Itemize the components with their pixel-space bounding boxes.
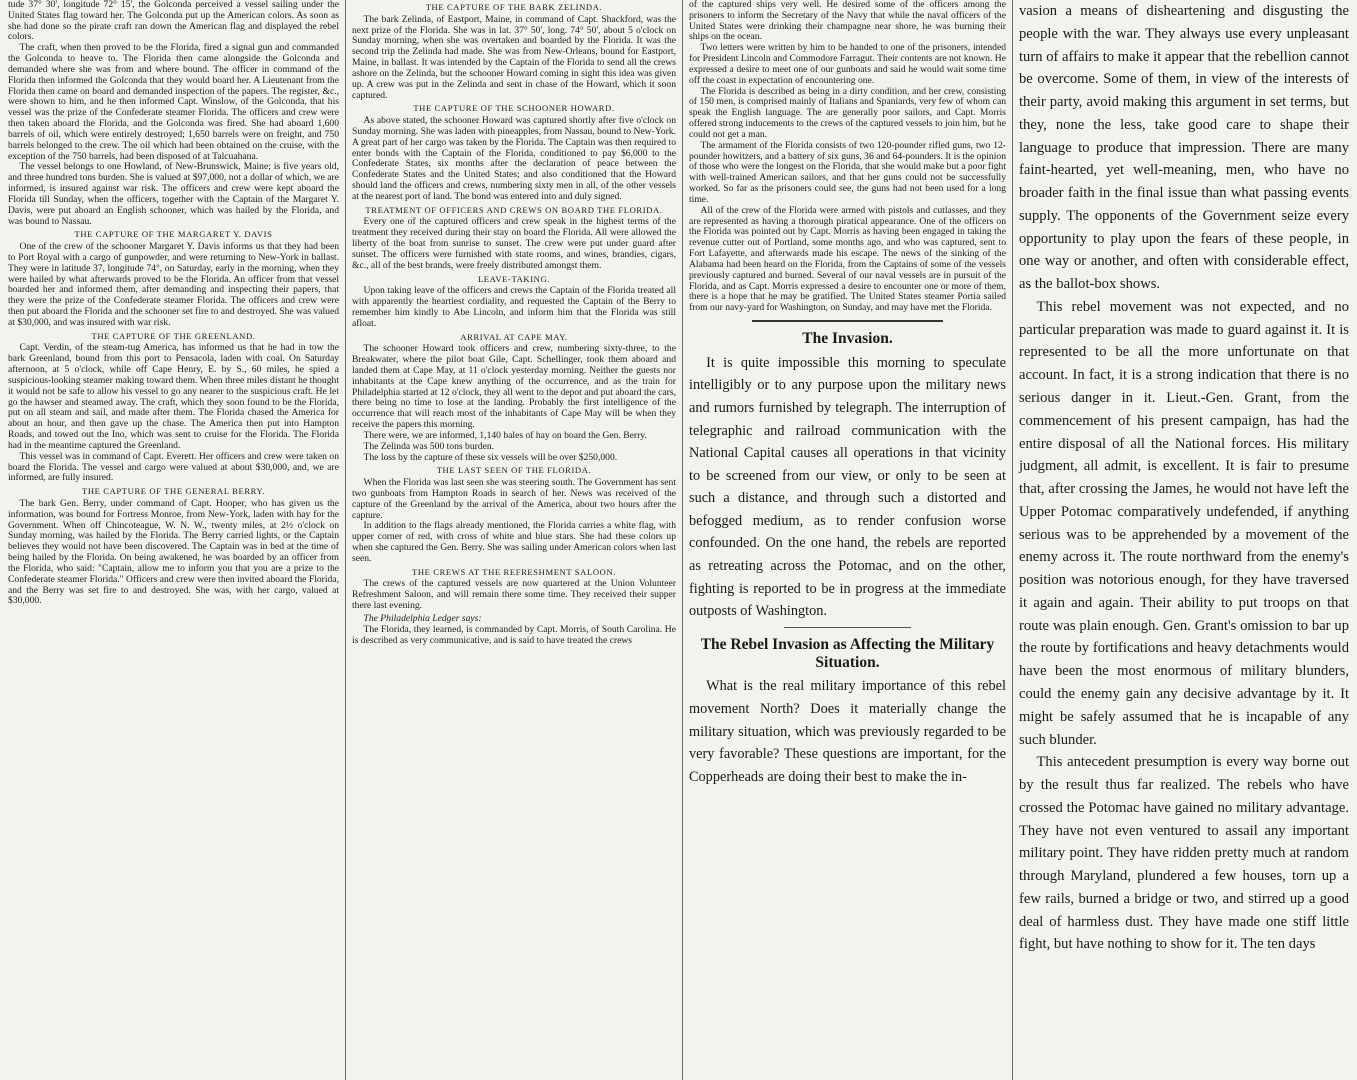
paragraph: The bark Gen. Berry, under command of Capt. Hooper, who has given us the information, was bound for Fortress Monroe, from New-York, laden with hay for the Government. When off Chincoteague, W. N. W., twenty miles, at 2½ o'clock on Sunday morning, was hailed by the Florida. The Berry carried lights, or the Captain believes they would not have been discovered. The Captain was in bed at the time of being hailed by the Florida. On being awakened, he was boarded by an officer from the Florida, who said: "Captain, allow me to inform you that you are a prize to the Confederate steamer Florida." Officers and crew were then invited aboard the Florida, and the Berry was set fire to and destroyed. She was, with her cargo, valued at $30,000. bbox=[8, 497, 339, 607]
paragraph: The loss by the capture of these six vessels will be over $250,000. bbox=[363, 451, 618, 463]
paragraph: Upon taking leave of the officers and crews the Captain of the Florida treated all with apparently the heartiest cordiality, and requested the Captain of the Berry to remember him kindly to Abe Lincoln, and inform him that the Florida was still afloat. bbox=[352, 285, 676, 329]
column-1 bbox=[2, 0, 345, 1080]
section-heading: THE CAPTURE OF THE GENERAL BERRY. bbox=[82, 486, 265, 497]
paragraph: The craft, when then proved to be the Florida, fired a signal gun and commanded the Golconda to heave to. The Florida then came alongside the Golconda and demanded where she was from and where bound. The officer in command of the Florida then informed the Golconda that they would board her. A Lieutenant from the Florida then came on board and demanded inspection of the papers. The register, &c., were shown to him, and he then informed Capt. Winslow, of the Golconda, that his vessel was the prize of the Confederate steamer Florida. The officers and crew were then taken aboard the Florida, and the Golconda was fired. She had aboard 1,600 barrels of oil, which were entirely destroyed; 1,650 barrels were on freight, and 750 barrels belonged to the crew. The oil which had been obtained on the cruise, with the exception of the 750 barrels, had been disposed of at Talcuahana. bbox=[8, 42, 339, 162]
paragraph: vasion a means of disheartening and disgusting the people with the war. They always use every unpleasant turn of affairs to make it appear that the rebellion cannot be overcome. Some of them, in view of the interests of their party, avoid making this argument in set terms, but they, none the less, take good care to shape their language to produce that impression. There are many faint-hearted, yet well-meaning, men, who have no broader faith in the final issue than what passing events supply. The opponents of the Government seize every opportunity to play upon the fears of these people, in one way or another, and often with considerable effect, as the ballot-box shows. bbox=[1019, 3, 1349, 293]
article-headline: The Invasion. bbox=[802, 330, 893, 348]
paragraph: The vessel belongs to one Howland, of New-Brunswick, Maine; is five years old, and three hundred tons burden. She is valued at $97,000, not a dollar of which, we are informed, is insured against war risk. The officers and crew were kept aboard the Florida till Sunday, when the officers, together with the Captain of the Margaret Y. Davis, were put aboard an English schooner, which was hailed by the Florida, and was bound to Nassau. bbox=[8, 161, 339, 227]
paragraph: The bark Zelinda, of Eastport, Maine, in command of Capt. Shackford, was the next prize of the Florida. She was in lat. 37° 50', long. 74° 50', about 5 o'clock on Sunday morning, when she was overtaken and boarded by the Florida. It was the second trip the Zelinda had made. She was from New-Orleans, bound for Eastport, Maine, in ballast. It was intended by the Captain of the Florida to send all the crews ashore on the Zelinda, but the schooner Howard coming in sight this idea was given up. A crew was put in the Zelinda and sent in chase of the Howard, which it soon captured. bbox=[352, 13, 676, 101]
column-4 bbox=[1012, 0, 1355, 1080]
article-headline: The Rebel Invasion as Affecting the Military Situation. bbox=[700, 635, 995, 671]
section-heading: THE CAPTURE OF THE BARK ZELINDA. bbox=[425, 2, 603, 12]
section-heading: THE CREWS AT THE REFRESHMENT SALOON. bbox=[412, 566, 616, 577]
section-heading: THE LAST SEEN OF THE FLORIDA. bbox=[436, 465, 592, 476]
paragraph: This antecedent presumption is every way borne out by the result thus far realized. The rebels who have crossed the Potomac have gained no military advantage. They have not even ventured to assail any important military point. They have ridden pretty much at random through Maryland, plundered a few houses, torn up a few rails, burned a bridge or two, and stirred up a good deal of harmless dust. They have made one stiff little fight, but have nothing to show for it. The ten days bbox=[1019, 754, 1349, 953]
section-heading: TREATMENT OF OFFICERS AND CREWS ON BOARD THE FLORIDA. bbox=[365, 204, 663, 215]
section-heading: THE CAPTURE OF THE GREENLAND. bbox=[91, 330, 256, 341]
section-heading: LEAVE-TAKING. bbox=[477, 273, 551, 284]
paragraph: The schooner Howard took officers and crew, numbering sixty-three, to the Breakwater, where the pilot boat Gile, Capt. Schellinger, took them aboard and landed them at Cape May, at 11 o'clock yesterday morning. Neither the guests nor inhabitants at the Cape knew anything of the occurrence, and as the train for Philadelphia started at 12 o'clock, they all went to the depot and put aboard the cars, there being no time to lose at the landing. Probably the first intelligence of the occurrence that will reach most of the inhabitants of Cape May will be when they receive the papers this morning. bbox=[352, 343, 676, 431]
section-heading: THE CAPTURE OF THE MARGARET Y. DAVIS bbox=[74, 229, 273, 240]
paragraph: When the Florida was last seen she was steering south. The Government has sent two gunboats from Hampton Roads in search of her. News was received of the capture of the Greenland by the arrival of the America, about two hours after the capture. bbox=[352, 477, 676, 521]
divider bbox=[784, 627, 911, 628]
paragraph: Two letters were written by him to be handed to one of the prisoners, intended for President Lincoln and Commodore Farragut. Their contents are not known. He expressed a desire to meet one of our gunboats and said he would wait some time off the coast in expectation of encountering one. bbox=[689, 42, 1006, 86]
paragraph: As above stated, the schooner Howard was captured shortly after five o'clock on Sunday morning. She was laden with pineapples, from Nassau, bound to New-York. A great part of her cargo was taken by the Florida. The Captain was then required to enter bonds with the Captain of the Florida, conditioned to pay $6,000 to the Confederate States, six months after the declaration of peace between the Confederate States and the United States; and also conditioned that the Howard should land the officers and crews, numbering sixty men in all, of the other vessels at the nearest port of land. The bond was entered into and duly signed. bbox=[352, 115, 676, 202]
paragraph: The armament of the Florida consists of two 120-pounder rifled guns, two 12-pounder howitzers, and a battery of six guns, 36 and 64-pounders. It is the opinion of those who were the longest on the Florida, that she would make but a poor fight with well-trained American sailors, and that her guns could not be successfully worked. So far as the prisoners could see, the guns had not been used for a long time. bbox=[689, 139, 1006, 205]
paragraph: In addition to the flags already mentioned, the Florida carries a white flag, with upper corner of red, with cross of white and blue stars. She had these colors up when she captured the Gen. Berry. She was sailing under American colors when last seen. bbox=[352, 520, 676, 564]
column-3 bbox=[682, 0, 1012, 1080]
source-line: The Philadelphia Ledger says: bbox=[363, 612, 482, 624]
paragraph: There were, we are informed, 1,140 bales of hay on board the Gen. Berry. bbox=[363, 429, 647, 441]
paragraph: tude 37° 30', longitude 72° 15', the Golconda perceived a vessel sailing under the United States flag toward her. The Golconda put up the American colors. As soon as she had done so the pirate craft ran down the American flag and displayed the rebel colors. bbox=[8, 0, 339, 43]
paragraph: All of the crew of the Florida were armed with pistols and cutlasses, and they are represented as having a thorough piratical appearance. One of the officers on the Florida was pointed out by Capt. Morris as having been engaged in taking the revenue cutter out of Portland, some months ago, and who was captured, sent to Fort Lafayette, and afterwards made his escape. The news of the sinking of the Alabama had been heard on the Florida, from the Captains of some of the vessels previously captured and burned. Several of our naval vessels are in pursuit of the Florida, and as Capt. Morris expressed a desire to encounter one or more of them, there is a hope that he may be gratified. The United States steamer Portia sailed from our navy-yard for Washington, on Sunday, and may have met the Florida. bbox=[689, 204, 1006, 314]
paragraph: Capt. Verdin, of the steam-tug America, has informed us that he had in tow the bark Greenland, bound from this port to Pensacola, laden with coal. On Saturday afternoon, at 5 o'clock, while off Cape Henry, E. by S., 60 miles, he spied a suspicious-looking steamer making toward them. When three miles distant he thought it would not be safe to allow his vessel to go any nearer to the suspicious craft. He let go the hawser and steamed away. The craft, which they soon found to be the Florida, put on all steam and sail, and made after them. The Florida chased the America for about an hour, and then gave up the chase. The America then put into Hampton Roads, and towed out the Ino, which was sent to cruise for the Florida. The Florida had in the meantime captured the Greenland. bbox=[8, 342, 339, 451]
paragraph: Every one of the captured officers and crew speak in the highest terms of the treatment they received during their stay on board the Florida. All were allowed the liberty of the boat from sunrise to sunset. The crew were put under guard after sunset. The officers were furnished with state rooms, and wines, brandies, cigars, &c., all of the best brands, were freely distributed amongst them. bbox=[352, 216, 676, 271]
divider bbox=[752, 320, 942, 322]
paragraph: The crews of the captured vessels are now quartered at the Union Volunteer Refreshment Saloon, and will remain there some time. They received their supper there last evening. bbox=[352, 578, 676, 612]
section-heading: ARRIVAL AT CAPE MAY. bbox=[460, 331, 568, 342]
paragraph: The Florida is described as being in a dirty condition, and her crew, consisting of 150 men, is comprised mainly of Italians and Spaniards, very few of whom can speak the English language. The are generally poor sailors, and Capt. Morris offered strong inducements to the crews of the captured vessels to join him, but he could not get a man. bbox=[689, 85, 1006, 140]
paragraph: This vessel was in command of Capt. Everett. Her officers and crew were taken on board the Florida. The vessel and cargo were valued at about $30,000, and, we are informed, are fully insured. bbox=[8, 450, 339, 484]
paragraph: The Florida, they learned, is commanded by Capt. Morris, of South Carolina. He is described as very communicative, and is said to have treated the crews bbox=[352, 623, 676, 646]
paragraph: One of the crew of the schooner Margaret Y. Davis informs us that they had been to Port Royal with a cargo of gunpowder, and were returning to New-York in ballast. They were in latitude 37, longitude 74°, on Saturday, early in the morning, when they were hailed by what afterwards proved to be the Florida. An officer from that vessel boarded her and informed them, after demanding and inspecting their papers, that they were the prize of the Confederate steamer Florida. The officers and crew were then put aboard the Florida and the schooner set fire to and destroyed. She was valued at $30,000, and was insured with war risk. bbox=[8, 241, 339, 328]
paragraph: This rebel movement was not expected, and no particular preparation was made to guard against it. It is represented to be all the more unfortunate on that account. In fact, it is a strong indication that there is no serious danger in it. Lieut.-Gen. Grant, from the commencement of his present campaign, has had the entire disposal of all the National forces. His military judgment, all admit, is excellent. It is fair to presume that, after crossing the James, he would not have left the Upper Potomac comparatively undefended, if anything serious was to be apprehended by a movement of the enemy across it. The route northward from the enemy's position was notorious enough, for they have traversed it again and again. Their ability to put troops on that route was plain enough. Gen. Grant's omission to bar up the route by fortifications and heavy detachments would have been the most enormous of military blunders, could the enemy gain any decisive advantage by it. It might be safely assumed that he is incapable of any such blunder. bbox=[1019, 298, 1349, 748]
paragraph: The Zelinda was 500 tons burden. bbox=[363, 440, 495, 452]
paragraph: It is quite impossible this morning to speculate intelligibly or to any purpose upon the military news and rumors furnished by telegraph. The interruption of telegraphic and railroad communication with the National Capital causes all operations in that vicinity to be screened from our view, or only to be seen at such a distance, and through such a distorted and befogged medium, as to render confusion worse confounded. On the one hand, the rebels are reported as retreating across the Potomac, and on the other, fighting is reported to be in progress at the immediate outposts of Washington. bbox=[689, 354, 1006, 620]
column-2 bbox=[345, 0, 682, 1080]
paragraph: of the captured ships very well. He desired some of the officers among the prisoners to inform the Secretary of the Navy that while the naval officers of the United States were drinking their champagne near shore, he was burning their ships on the ocean. bbox=[689, 0, 1006, 43]
section-heading: THE CAPTURE OF THE SCHOONER HOWARD. bbox=[413, 103, 615, 114]
paragraph: What is the real military importance of this rebel movement North? Does it materially change the military situation, which was previously regarded to be very favorable? These questions are important, for the Copperheads are doing their best to make the in- bbox=[689, 678, 1006, 785]
